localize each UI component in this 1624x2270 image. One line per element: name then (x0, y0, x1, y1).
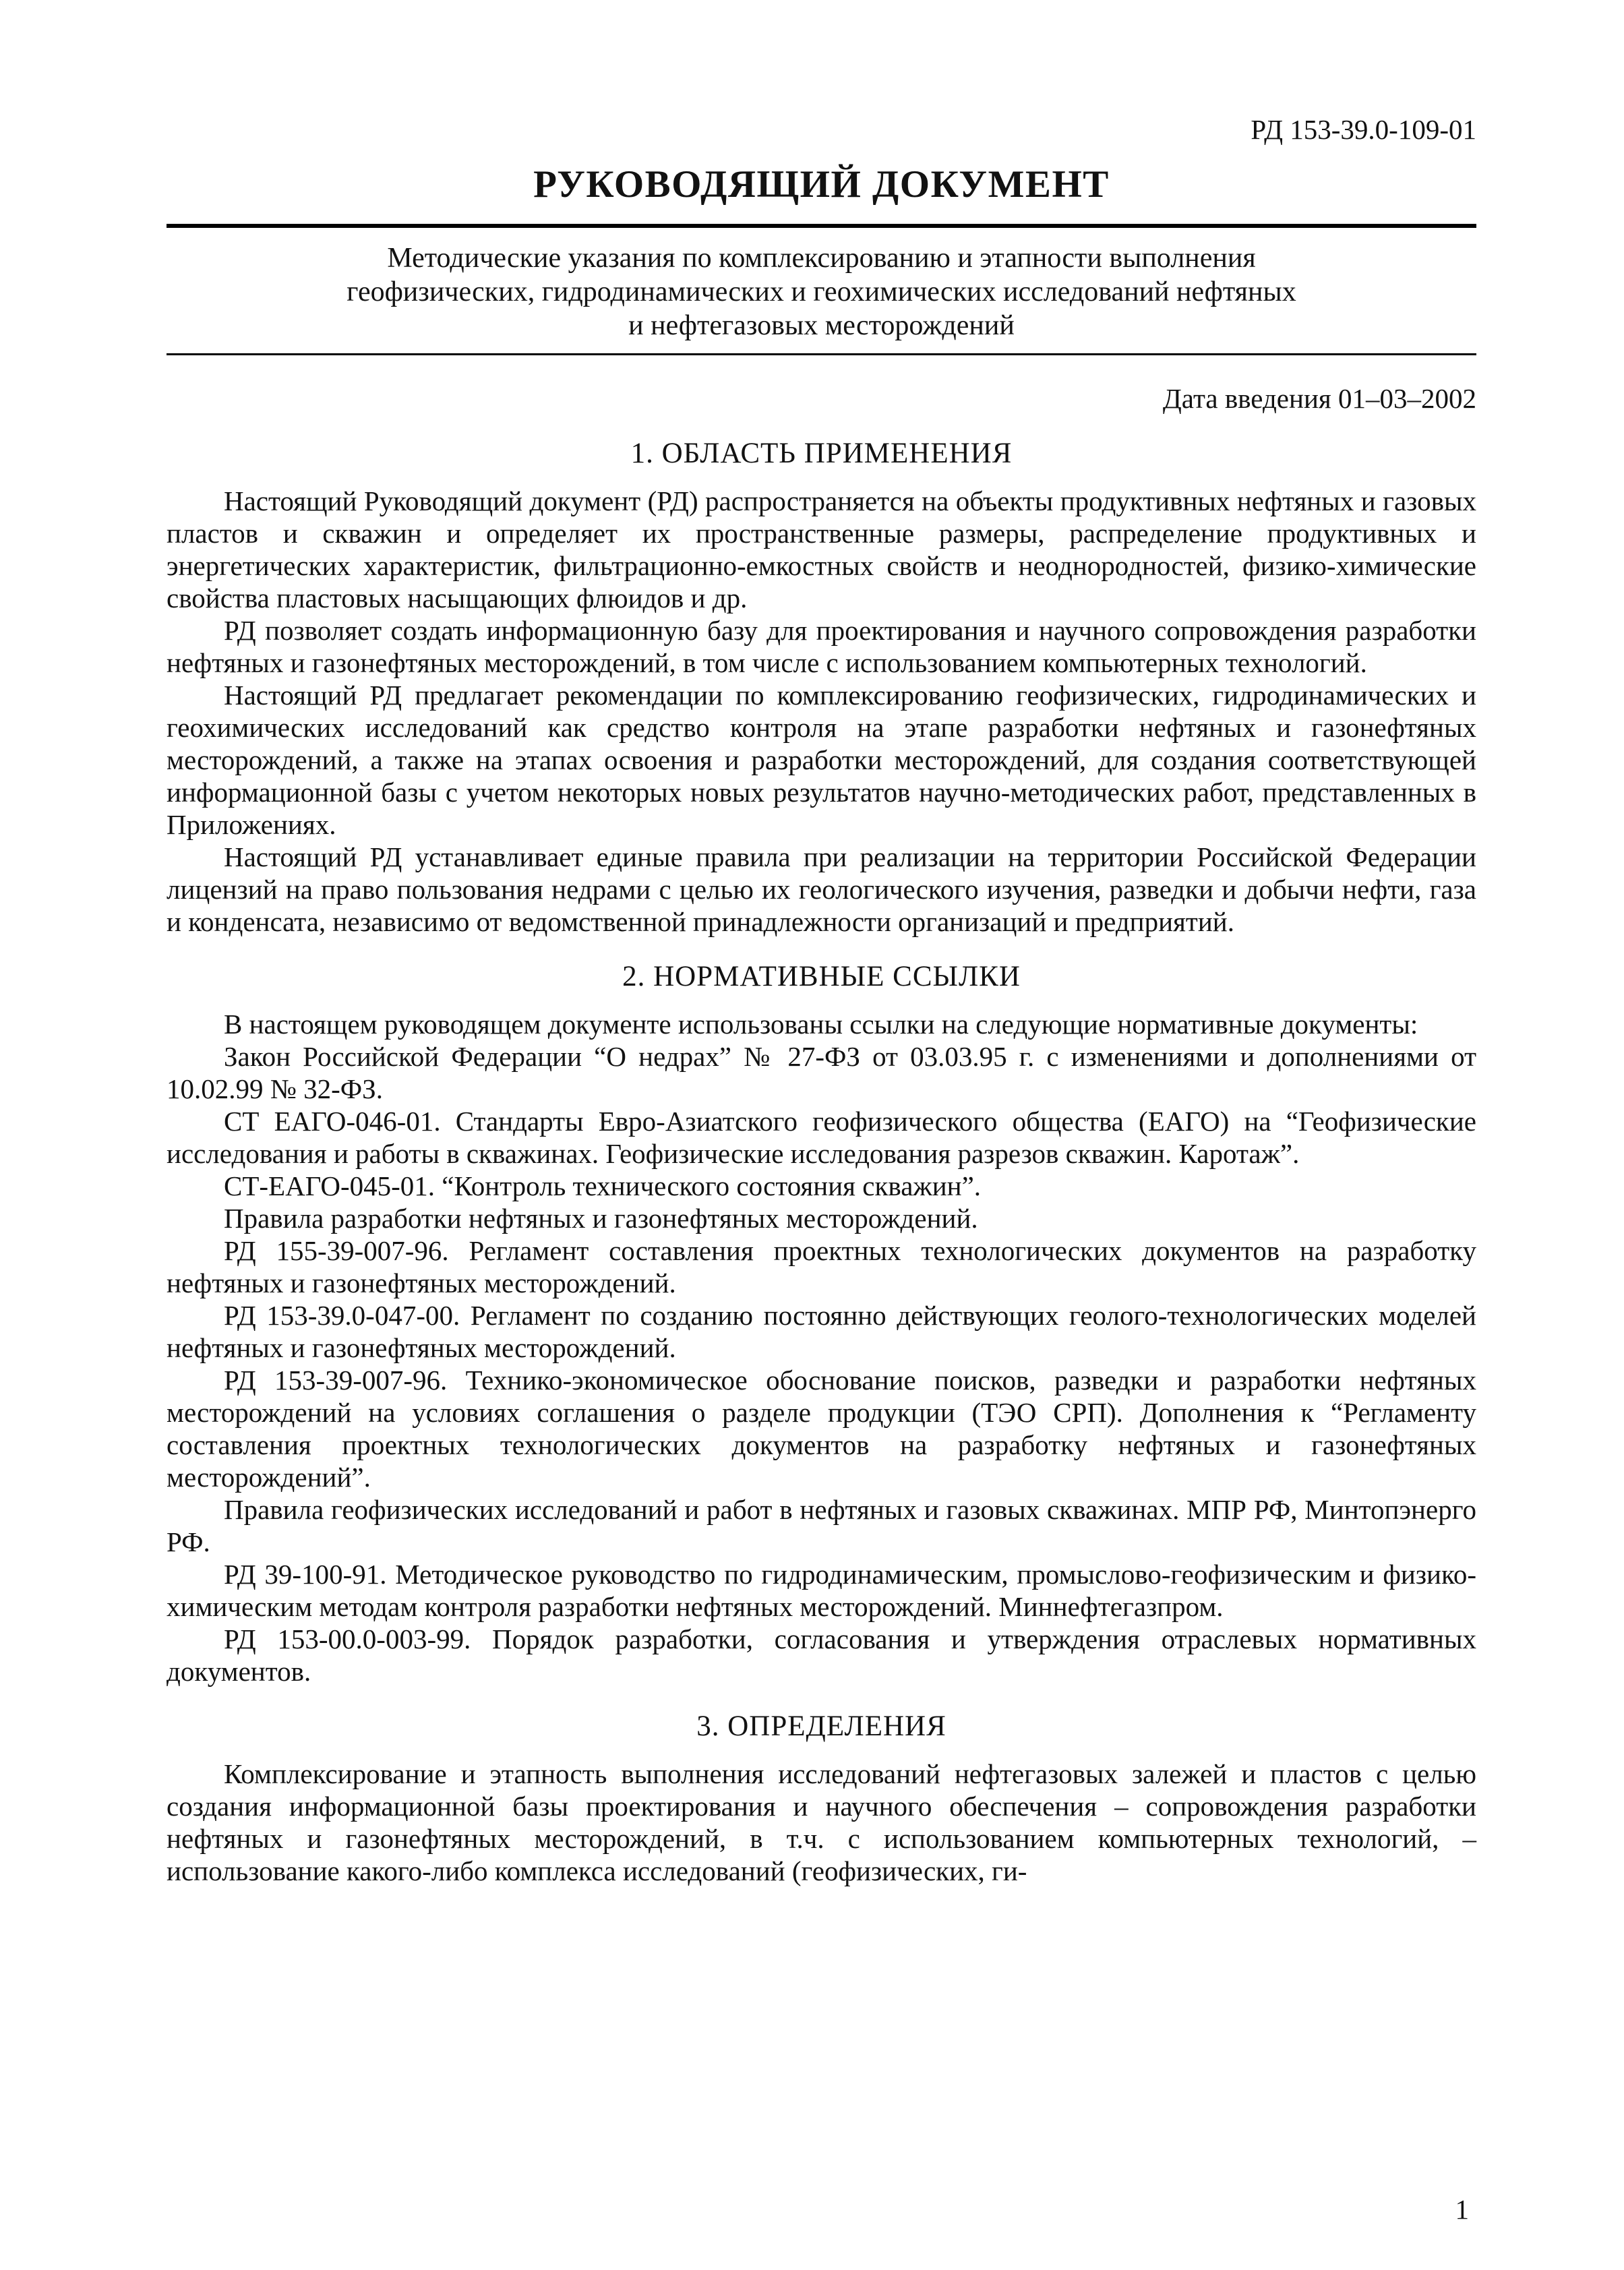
paragraph: Настоящий РД устанавливает единые правила при реализации на территории Российской Федерации лицензий на право пользования недрами с целью их геологического изучения, разведки и добычи нефти, газа и конденсата, независимо от ведомственной принадлежности организаций и предприятий. (167, 841, 1476, 937)
doc-subtitle (167, 241, 1476, 342)
subtitle-line: Методические указания по комплексированию и этапности выполнения (387, 243, 1256, 274)
paragraph: В настоящем руководящем документе использованы ссылки на следующие нормативные документы: (224, 1009, 1418, 1040)
page-number: 1 (1455, 2194, 1469, 2225)
paragraph: РД 155-39-007-96. Регламент составления проектных технологических документов на разработку нефтяных и газонефтяных месторождений. (167, 1235, 1476, 1298)
paragraph: Настоящий Руководящий документ (РД) распространяется на объекты продуктивных нефтяных и газовых пластов и скважин и определяет их пространственные размеры, распределение продуктивных и энергетических характеристик, фильтрационно-емкостных свойств и неоднородностей, физико-химические свойства пластовых насыщающих флюидов и др. (167, 485, 1476, 614)
paragraph: РД 153-00.0-003-99. Порядок разработки, согласования и утверждения отраслевых нормативных документов. (167, 1623, 1476, 1687)
section-normative-references (167, 961, 1476, 1687)
section-1-heading: 1. ОБЛАСТЬ ПРИМЕНЕНИЯ (630, 438, 1013, 469)
paragraph: РД 153-39-007-96. Технико-экономическое обоснование поисков, разведки и разработки нефтяных месторождений на условиях соглашения о разделе продукции (ТЭО СРП). Дополнения к “Регламенту составления проектных технологических документов на разработку нефтяных и газонефтяных месторождений”. (167, 1365, 1476, 1493)
title-rule (167, 224, 1476, 228)
paragraph: Комплексирование и этапность выполнения исследований нефтегазовых залежей и пластов с целью создания информационной базы проектирования и научного обеспечения – сопровождения разработки нефтяных и газонефтяных месторождений, в т.ч. с использованием компьютерных технологий, – использование какого-либо комплекса исследований (геофизических, ги- (167, 1758, 1476, 1886)
section-3-heading: 3. ОПРЕДЕЛЕНИЯ (696, 1710, 946, 1742)
paragraph: Правила геофизических исследований и работ в нефтяных и газовых скважинах. МПР РФ, Минтопэнерго РФ. (167, 1494, 1476, 1557)
paragraph: Правила разработки нефтяных и газонефтяных месторождений. (224, 1203, 978, 1234)
subtitle-line: и нефтегазовых месторождений (628, 310, 1015, 341)
section-definitions (167, 1710, 1476, 1887)
section-scope (167, 438, 1476, 938)
section-2-heading: 2. НОРМАТИВНЫЕ ССЫЛКИ (622, 961, 1021, 992)
subtitle-line: геофизических, гидродинамических и геохимических исследований нефтяных (347, 276, 1296, 307)
doc-number: РД 153-39.0-109-01 (1251, 114, 1476, 145)
doc-title: РУКОВОДЯЩИЙ ДОКУМЕНТ (533, 163, 1110, 206)
paragraph: РД 153-39.0-047-00. Регламент по созданию постоянно действующих геолого-технологических моделей нефтяных и газонефтяных месторождений. (167, 1300, 1476, 1363)
paragraph: Закон Российской Федерации “О недрах” № 27-ФЗ от 03.03.95 г. с изменениями и дополнениями от 10.02.99 № 32-ФЗ. (167, 1041, 1476, 1104)
date-of-introduction: Дата введения 01–03–2002 (1162, 383, 1476, 414)
paragraph: СТ ЕАГО-046-01. Стандарты Евро-Азиатского геофизического общества (ЕАГО) на “Геофизические исследования и работы в скважинах. Геофизические исследования разрезов скважин. Каротаж”. (167, 1106, 1476, 1169)
subtitle-rule (167, 353, 1476, 355)
paragraph: РД позволяет создать информационную базу для проектирования и научного сопровождения разработки нефтяных и газонефтяных месторождений, в том числе с использованием компьютерных технологий. (167, 615, 1476, 678)
paragraph: РД 39-100-91. Методическое руководство по гидродинамическим, промыслово-геофизическим и физико-химическим методам контроля разработки нефтяных месторождений. Миннефтегазпром. (167, 1559, 1476, 1622)
paragraph: Настоящий РД предлагает рекомендации по комплексированию геофизических, гидродинамических и геохимических исследований как средство контроля на этапе разработки нефтяных и газонефтяных месторождений, а также на этапах освоения и разработки месторождений, для создания соответствующей информационной базы с учетом некоторых новых результатов научно-методических работ, представленных в Приложениях. (167, 680, 1476, 840)
paragraph: СТ-ЕАГО-045-01. “Контроль технического состояния скважин”. (224, 1170, 982, 1201)
